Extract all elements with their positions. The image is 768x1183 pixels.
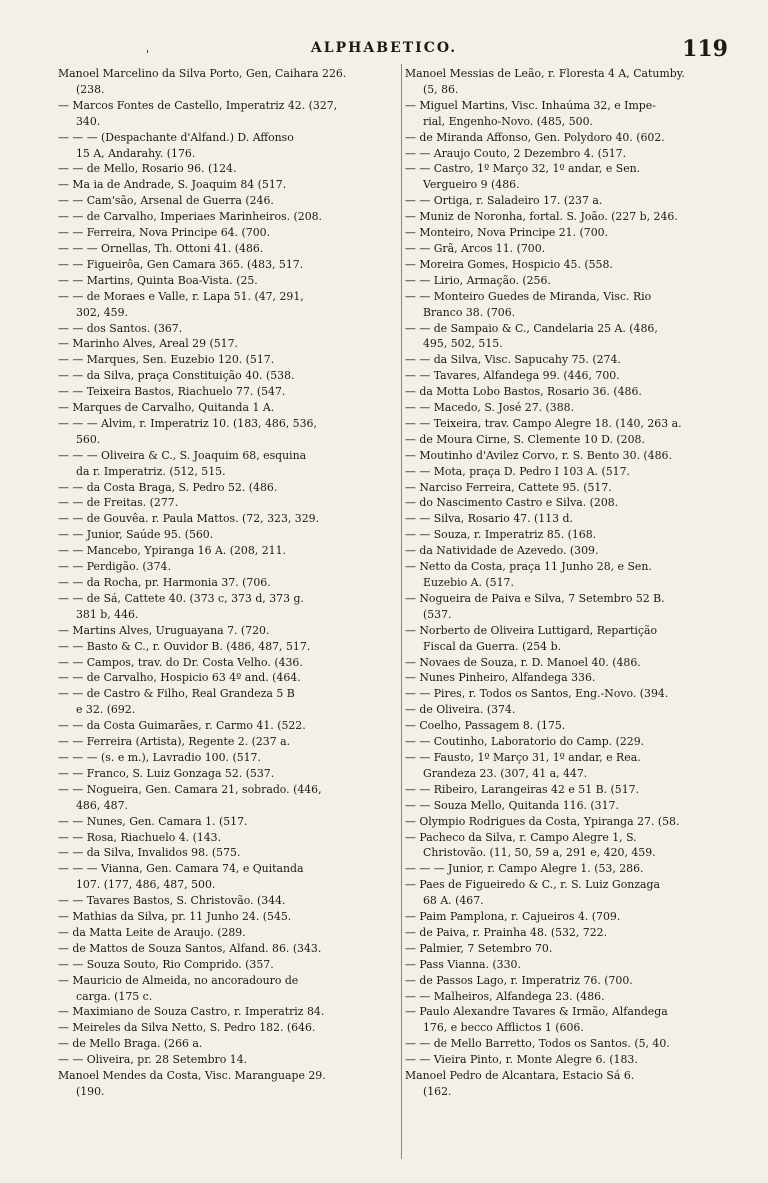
- directory-line: — — Souza Mello, Quitanda 116. (317.: [405, 798, 619, 812]
- directory-line: — — Oliveira, pr. 28 Setembro 14.: [58, 1053, 248, 1067]
- directory-line: — — — Oliveira & C., S. Joaquim 68, esquina: [58, 448, 307, 462]
- directory-line: 495, 502, 515.: [423, 337, 503, 351]
- directory-line: — — Martins, Quinta Boa-Vista. (25.: [58, 273, 258, 287]
- directory-line: — — de Freitas. (277.: [58, 496, 179, 510]
- directory-line: — — Macedo, S. José 27. (388.: [405, 401, 575, 415]
- directory-line: — — Campos, trav. do Dr. Costa Velho. (436.: [58, 655, 303, 669]
- directory-line: — de Oliveira. (374.: [405, 703, 516, 717]
- directory-line: — — Coutinho, Laboratorio do Camp. (229.: [405, 735, 645, 749]
- directory-line: — — — (Despachante d'Alfand.) D. Affonso: [58, 130, 294, 144]
- page-number: 119: [682, 36, 728, 62]
- directory-line: Manoel Mendes da Costa, Visc. Maranguape 29.: [58, 1069, 326, 1083]
- directory-line: — Novaes de Souza, r. D. Manoel 40. (486.: [405, 655, 641, 669]
- directory-line: — Paes de Figueiredo & C., r. S. Luiz Gonzaga: [405, 878, 660, 892]
- directory-line: — — Figueirôa, Gen Camara 365. (483, 517.: [58, 257, 304, 271]
- directory-line: Grandeza 23. (307, 41 a, 447.: [423, 766, 588, 780]
- directory-line: Manoel Marcelino da Silva Porto, Gen, Caihara 226.: [58, 67, 347, 80]
- directory-line: — de Moura Cirne, S. Clemente 10 D. (208.: [405, 432, 645, 446]
- directory-line: Manoel Messias de Leão, r. Floresta 4 A, Catumby.: [405, 67, 685, 80]
- directory-line: (238.: [76, 82, 105, 96]
- directory-line: — — de Moraes e Valle, r. Lapa 51. (47, 291,: [58, 289, 304, 303]
- directory-line: — — Franco, S. Luiz Gonzaga 52. (537.: [58, 766, 275, 780]
- directory-line: — Ma ia de Andrade, S. Joaquim 84 (517.: [58, 178, 287, 192]
- running-head-title: ALPHABETICO.: [310, 40, 458, 56]
- directory-line: — de Mattos de Souza Santos, Alfand. 86. (343.: [58, 941, 322, 955]
- directory-line: — Muniz de Noronha, fortal. S. João. (227 b, 246.: [405, 210, 678, 224]
- left-column: [58, 66, 402, 1166]
- directory-line: — — de Carvalho, Imperiaes Marinheiros. (208.: [58, 210, 323, 224]
- directory-line: — Netto da Costa, praça 11 Junho 28, e Sen.: [405, 560, 652, 574]
- directory-line: — — de Mello, Rosario 96. (124.: [58, 162, 237, 176]
- directory-line: — Mathias da Silva, pr. 11 Junho 24. (545.: [58, 910, 292, 924]
- directory-line: 176, e becco Afflictos 1 (606.: [423, 1021, 584, 1035]
- directory-line: — — de Castro & Filho, Real Grandeza 5 B: [58, 687, 295, 701]
- directory-line: — — Monteiro Guedes de Miranda, Visc. Rio: [405, 289, 652, 303]
- directory-line: — — Souza Souto, Rio Comprido. (357.: [58, 957, 274, 971]
- column-divider: [401, 64, 402, 1159]
- directory-line: — Mauricio de Almeida, no ancoradouro de: [58, 973, 299, 987]
- directory-line: e 32. (692.: [76, 703, 136, 717]
- directory-line: carga. (175 c.: [76, 989, 153, 1003]
- directory-line: — — Ortiga, r. Saladeiro 17. (237 a.: [405, 194, 603, 208]
- directory-line: — — Souza, r. Imperatriz 85. (168.: [405, 528, 597, 542]
- directory-line: — Nogueira de Paiva e Silva, 7 Setembro 52 B.: [405, 591, 665, 605]
- directory-line: — — Silva, Rosario 47. (113 d.: [405, 512, 573, 526]
- directory-line: — do Nascimento Castro e Silva. (208.: [405, 496, 619, 510]
- directory-line: — — Grã, Arcos 11. (700.: [405, 241, 546, 255]
- directory-line: da r. Imperatriz. (512, 515.: [76, 464, 226, 478]
- directory-line: Christovão. (11, 50, 59 a, 291 e, 420, 459.: [423, 846, 656, 860]
- directory-line: — Marinho Alves, Areal 29 (517.: [58, 337, 238, 351]
- directory-line: — Nunes Pinheiro, Alfandega 336.: [405, 671, 596, 685]
- directory-line: — Coelho, Passagem 8. (175.: [405, 719, 566, 733]
- directory-line: — — Ferreira, Nova Principe 64. (700.: [58, 226, 271, 240]
- directory-line: — Moutinho d'Avilez Corvo, r. S. Bento 30. (486.: [405, 448, 672, 462]
- directory-line: 381 b, 446.: [76, 607, 139, 621]
- directory-line: — — Basto & C., r. Ouvidor B. (486, 487, 517.: [58, 639, 311, 653]
- directory-line: Manoel Pedro de Alcantara, Estacio Sá 6.: [405, 1069, 635, 1083]
- directory-line: — Marcos Fontes de Castello, Imperatriz 42. (327,: [58, 98, 338, 112]
- directory-line: — Palmier, 7 Setembro 70.: [405, 941, 553, 955]
- directory-line: Vergueiro 9 (486.: [423, 178, 520, 192]
- directory-line: — — Junior, Saúde 95. (560.: [58, 528, 214, 542]
- directory-line: — — Castro, 1º Março 32, 1º andar, e Sen.: [405, 162, 641, 176]
- directory-line: — — da Rocha, pr. Harmonia 37. (706.: [58, 576, 271, 589]
- directory-line: — — da Costa Guimarães, r. Carmo 41. (522.: [58, 719, 306, 733]
- directory-line: — — Malheiros, Alfandega 23. (486.: [405, 989, 605, 1003]
- directory-line: (190.: [76, 1085, 105, 1098]
- directory-line: 302, 459.: [76, 305, 128, 319]
- directory-line: — — Vieira Pinto, r. Monte Alegre 6. (183.: [405, 1053, 638, 1067]
- directory-line: Branco 38. (706.: [423, 305, 516, 319]
- right-column: [405, 66, 750, 1166]
- directory-line: — Norberto de Oliveira Luttigard, Repartição: [405, 623, 658, 637]
- directory-line: — Olympio Rodrigues da Costa, Ypiranga 27. (58.: [405, 814, 680, 828]
- directory-line: — — Marques, Sen. Euzebio 120. (517.: [58, 353, 275, 367]
- directory-line: — Meireles da Silva Netto, S. Pedro 182. (646.: [58, 1021, 316, 1035]
- directory-line: — — Araujo Couto, 2 Dezembro 4. (517.: [405, 146, 627, 160]
- directory-line: — de Passos Lago, r. Imperatriz 76. (700.: [405, 973, 633, 987]
- directory-line: — — Rosa, Riachuelo 4. (143.: [58, 830, 222, 844]
- directory-line: — Paulo Alexandre Tavares & Irmão, Alfandega: [405, 1005, 668, 1019]
- directory-line: — — Nunes, Gen. Camara 1. (517.: [58, 814, 248, 828]
- directory-line: 68 A. (467.: [423, 894, 484, 908]
- directory-line: — Marques de Carvalho, Quitanda 1 A.: [58, 401, 275, 415]
- directory-line: — Moreira Gomes, Hospicio 45. (558.: [405, 257, 613, 271]
- directory-line: — — de Gouvêa. r. Paula Mattos. (72, 323, 329.: [58, 512, 320, 526]
- directory-line: — — de Sá, Cattete 40. (373 c, 373 d, 373 g.: [58, 591, 304, 605]
- directory-line: — — Cam'são, Arsenal de Guerra (246.: [58, 194, 274, 208]
- directory-line: — Paim Pamplona, r. Cajueiros 4. (709.: [405, 910, 621, 924]
- directory-line: 340.: [76, 114, 101, 128]
- directory-line: — — Mancebo, Ypiranga 16 A. (208, 211.: [58, 544, 286, 558]
- directory-line: Euzebio A. (517.: [423, 576, 514, 589]
- directory-line: 107. (177, 486, 487, 500.: [76, 878, 216, 892]
- directory-line: — da Natividade de Azevedo. (309.: [405, 544, 599, 558]
- directory-line: — — da Silva, Invalidos 98. (575.: [58, 846, 241, 860]
- directory-line: 15 A, Andarahy. (176.: [76, 146, 196, 160]
- directory-line: — — Ribeiro, Larangeiras 42 e 51 B. (517.: [405, 782, 640, 796]
- directory-line: (5, 86.: [423, 82, 459, 96]
- directory-line: — — de Sampaio & C., Candelaria 25 A. (486,: [405, 321, 658, 335]
- directory-line: — — — Ornellas, Th. Ottoni 41. (486.: [58, 241, 264, 255]
- directory-line: — — — Junior, r. Campo Alegre 1. (53, 286.: [405, 862, 644, 876]
- directory-line: — da Matta Leite de Araujo. (289.: [58, 925, 246, 939]
- directory-line: — — — Vianna, Gen. Camara 74, e Quitanda: [58, 862, 304, 876]
- directory-line: (162.: [423, 1085, 452, 1098]
- directory-line: — — Tavares Bastos, S. Christovão. (344.: [58, 894, 286, 908]
- directory-line: — — da Costa Braga, S. Pedro 52. (486.: [58, 480, 278, 494]
- directory-line: — — de Mello Barretto, Todos os Santos. (5, 40.: [405, 1037, 670, 1051]
- directory-line: — — — Alvim, r. Imperatriz 10. (183, 486, 536,: [58, 416, 317, 430]
- directory-line: — — de Carvalho, Hospicio 63 4º and. (464.: [58, 671, 301, 685]
- directory-line: — — Ferreira (Artista), Regente 2. (237 a.: [58, 735, 291, 749]
- directory-line: — Maximiano de Souza Castro, r. Imperatriz 84.: [58, 1005, 325, 1019]
- directory-line: — Miguel Martins, Visc. Inhaúma 32, e Impe-: [405, 98, 656, 112]
- directory-line: — de Mello Braga. (266 a.: [58, 1037, 203, 1051]
- directory-line: Fiscal da Guerra. (254 b.: [423, 639, 562, 653]
- directory-line: 486, 487.: [76, 798, 128, 812]
- directory-line: — — Tavares, Alfandega 99. (446, 700.: [405, 369, 620, 383]
- directory-line: — Narciso Ferreira, Cattete 95. (517.: [405, 480, 612, 494]
- directory-line: — Pacheco da Silva, r. Campo Alegre 1, S.: [405, 830, 637, 844]
- directory-line: — Martins Alves, Uruguayana 7. (720.: [58, 623, 270, 637]
- directory-line: — — Fausto, 1º Março 31, 1º andar, e Rea.: [405, 750, 641, 764]
- directory-line: — — dos Santos. (367.: [58, 321, 183, 335]
- directory-line: — — — (s. e m.), Lavradio 100. (517.: [58, 750, 261, 764]
- directory-line: — de Paiva, r. Prainha 48. (532, 722.: [405, 925, 608, 939]
- directory-line: — de Miranda Affonso, Gen. Polydoro 40. (602.: [405, 130, 665, 144]
- directory-line: — Pass Vianna. (330.: [405, 957, 521, 971]
- directory-line: — da Motta Lobo Bastos, Rosario 36. (486.: [405, 385, 642, 399]
- directory-line: — — Mota, praça D. Pedro I 103 A. (517.: [405, 464, 630, 478]
- directory-line: — — Teixeira, trav. Campo Alegre 18. (140, 263 a.: [405, 416, 682, 430]
- directory-line: — — Perdigão. (374.: [58, 560, 171, 574]
- directory-line: — Monteiro, Nova Principe 21. (700.: [405, 226, 609, 240]
- header-mark: ': [146, 48, 150, 61]
- directory-line: — — Pires, r. Todos os Santos, Eng.-Novo. (394.: [405, 687, 669, 701]
- directory-line: — — da Silva, Visc. Sapucahy 75. (274.: [405, 353, 621, 367]
- directory-line: — — da Silva, praça Constituição 40. (538.: [58, 369, 295, 383]
- directory-line: 560.: [76, 432, 101, 446]
- directory-line: (537.: [423, 607, 452, 621]
- directory-line: — — Lirio, Armação. (256.: [405, 273, 551, 287]
- directory-line: — — Teixeira Bastos, Riachuelo 77. (547.: [58, 385, 286, 399]
- directory-line: — — Nogueira, Gen. Camara 21, sobrado. (446,: [58, 782, 322, 796]
- directory-line: rial, Engenho-Novo. (485, 500.: [423, 114, 593, 128]
